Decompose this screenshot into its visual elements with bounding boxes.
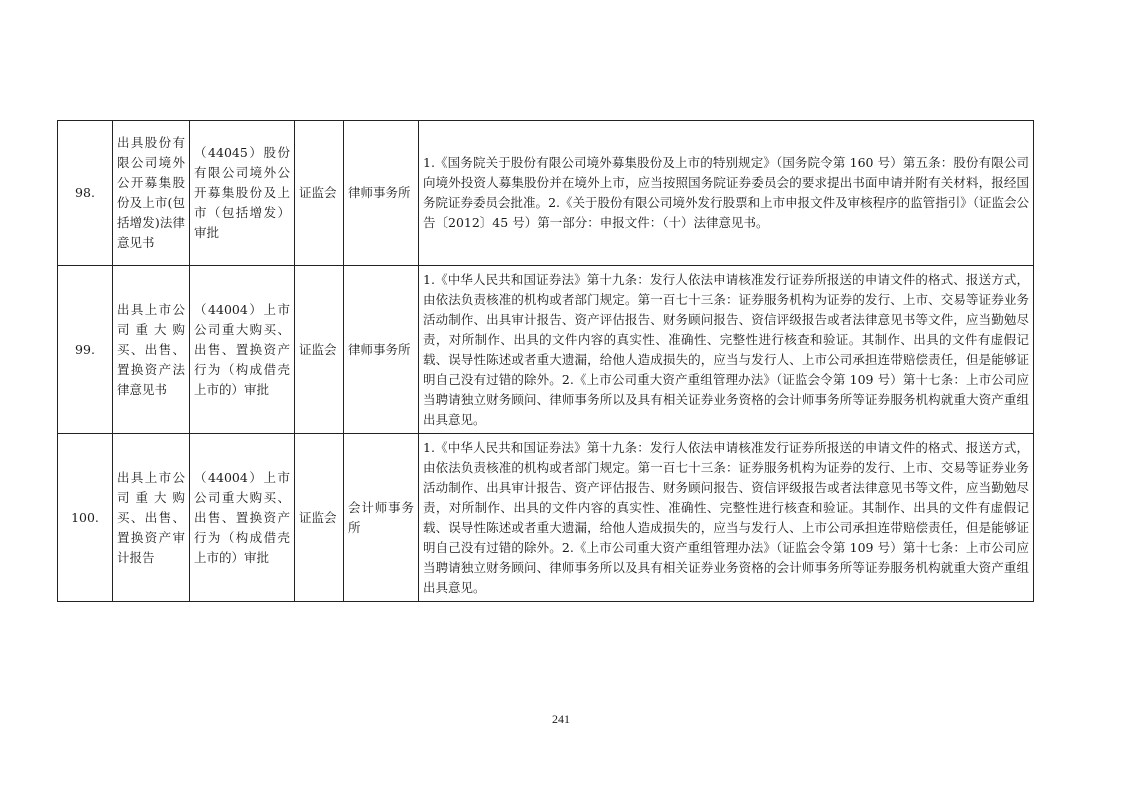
- approval-item: （44045）股份有限公司境外公开募集股份及上市（包括增发）审批: [190, 121, 295, 266]
- department: 证监会: [295, 121, 344, 266]
- matters-table: [57, 120, 1034, 602]
- approval-item: （44004）上市公司重大购买、出售、置换资产行为（构成借壳上市的）审批: [190, 266, 295, 434]
- approval-item: （44004）上市公司重大购买、出售、置换资产行为（构成借壳上市的）审批: [190, 434, 295, 602]
- service-item: 出具上市公司重大购买、出售、置换资产法律意见书: [113, 266, 190, 434]
- table-row: [58, 266, 1034, 434]
- department: 证监会: [295, 266, 344, 434]
- service-organization: 律师事务所: [344, 121, 419, 266]
- legal-basis: 1.《中华人民共和国证券法》第十九条：发行人依法申请核准发行证券所报送的申请文件的格式、报送方式，由依法负责核准的机构或者部门规定。第一百七十三条：证券服务机构为证券的发行、上市、交易等证券业务活动制作、出具审计报告、资产评估报告、财务顾问报告、资信评级报告或者法律意见书等文件，应当勤勉尽责，对所制作、出具的文件内容的真实性、准确性、完整性进行核查和验证。其制作、出具的文件有虚假记载、误导性陈述或者重大遗漏，给他人造成损失的，应当与发行人、上市公司承担连带赔偿责任，但是能够证明自己没有过错的除外。2.《上市公司重大资产重组管理办法》（证监会令第 109 号）第十七条：上市公司应当聘请独立财务顾问、律师事务所以及具有相关证券业务资格的会计师事务所等证券服务机构就重大资产重组出具意见。: [419, 434, 1034, 602]
- row-number: 100.: [58, 434, 113, 602]
- page-number: 241: [552, 712, 570, 726]
- row-number: 98.: [58, 121, 113, 266]
- service-organization: 会计师事务所: [344, 434, 419, 602]
- service-item: 出具上市公司重大购买、出售、置换资产审计报告: [113, 434, 190, 602]
- legal-basis: 1.《国务院关于股份有限公司境外募集股份及上市的特别规定》（国务院令第 160 号）第五条：股份有限公司向境外投资人募集股份并在境外上市，应当按照国务院证券委员会的要求提出书面申请并附有关材料，报经国务院证券委员会批准。2.《关于股份有限公司境外发行股票和上市申报文件及审核程序的监管指引》（证监会公告〔2012〕45 号）第一部分：申报文件：（十）法律意见书。: [419, 121, 1034, 266]
- service-organization: 律师事务所: [344, 266, 419, 434]
- service-item: 出具股份有限公司境外公开募集股份及上市(包括增发)法律意见书: [113, 121, 190, 266]
- row-number: 99.: [58, 266, 113, 434]
- legal-basis: 1.《中华人民共和国证券法》第十九条：发行人依法申请核准发行证券所报送的申请文件的格式、报送方式，由依法负责核准的机构或者部门规定。第一百七十三条：证券服务机构为证券的发行、上市、交易等证券业务活动制作、出具审计报告、资产评估报告、财务顾问报告、资信评级报告或者法律意见书等文件，应当勤勉尽责，对所制作、出具的文件内容的真实性、准确性、完整性进行核查和验证。其制作、出具的文件有虚假记载、误导性陈述或者重大遗漏，给他人造成损失的，应当与发行人、上市公司承担连带赔偿责任，但是能够证明自己没有过错的除外。2.《上市公司重大资产重组管理办法》（证监会令第 109 号）第十七条：上市公司应当聘请独立财务顾问、律师事务所以及具有相关证券业务资格的会计师事务所等证券服务机构就重大资产重组出具意见。: [419, 266, 1034, 434]
- table-row: [58, 434, 1034, 602]
- department: 证监会: [295, 434, 344, 602]
- table-row: [58, 121, 1034, 266]
